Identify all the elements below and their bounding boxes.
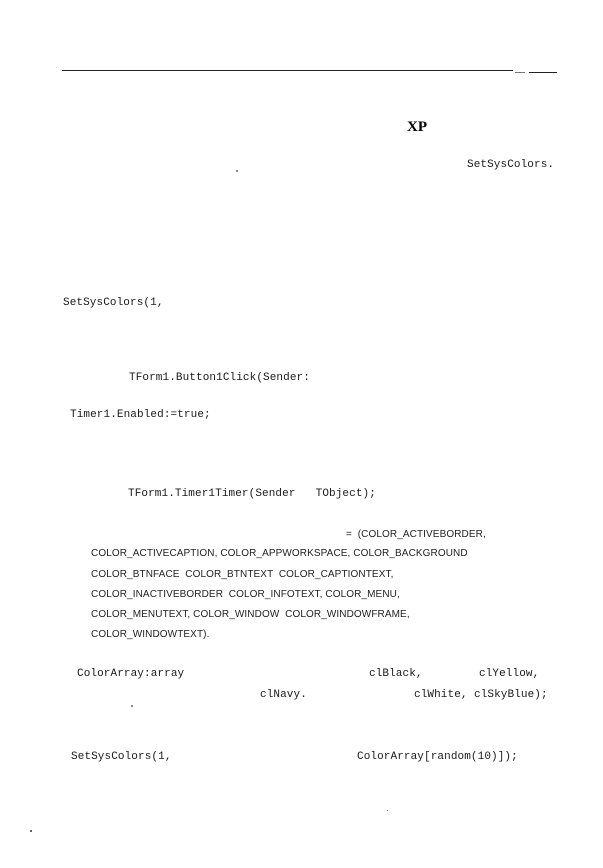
- code-token: clBlack,: [369, 668, 423, 680]
- code-line: COLOR_BTNFACE COLOR_BTNTEXT COLOR_CAPTIONTEXT,: [91, 569, 394, 580]
- code-line: TForm1.Timer1Timer(Sender TObject);: [128, 488, 376, 500]
- scan-speck: [236, 170, 238, 172]
- code-token: clNavy.: [260, 689, 307, 701]
- scan-speck: [387, 810, 388, 811]
- code-token: clSkyBlue);: [474, 689, 548, 701]
- intro-inline-code: SetSysColors.: [467, 159, 555, 171]
- code-token: clWhite,: [414, 689, 468, 701]
- code-line: Timer1.Enabled:=true;: [70, 409, 211, 421]
- code-line: COLOR_ACTIVECAPTION, COLOR_APPWORKSPACE, COLOR_BACKGROUND: [91, 548, 468, 559]
- code-line: SetSysColors(1,: [71, 751, 172, 763]
- header-rule-short: [515, 72, 525, 73]
- code-line: COLOR_WINDOWTEXT).: [91, 629, 210, 640]
- code-line: TForm1.Button1Click(Sender:: [129, 372, 310, 384]
- code-line: ColorArray:array: [77, 668, 185, 680]
- code-line: COLOR_MENUTEXT, COLOR_WINDOW COLOR_WINDOWFRAME,: [91, 609, 410, 620]
- code-line: SetSysColors(1,: [63, 297, 164, 309]
- code-line: COLOR_INACTIVEBORDER COLOR_INFOTEXT, COLOR_MENU,: [91, 589, 400, 600]
- scan-speck: [131, 705, 133, 707]
- code-token: clYellow,: [479, 668, 540, 680]
- code-line: = (COLOR_ACTIVEBORDER,: [346, 529, 486, 540]
- header-rule-tail: [529, 72, 557, 73]
- scan-speck: [30, 830, 32, 832]
- code-token: ColorArray[random(10)]);: [357, 751, 518, 763]
- section-heading: XP: [407, 119, 427, 135]
- header-rule: [62, 70, 513, 71]
